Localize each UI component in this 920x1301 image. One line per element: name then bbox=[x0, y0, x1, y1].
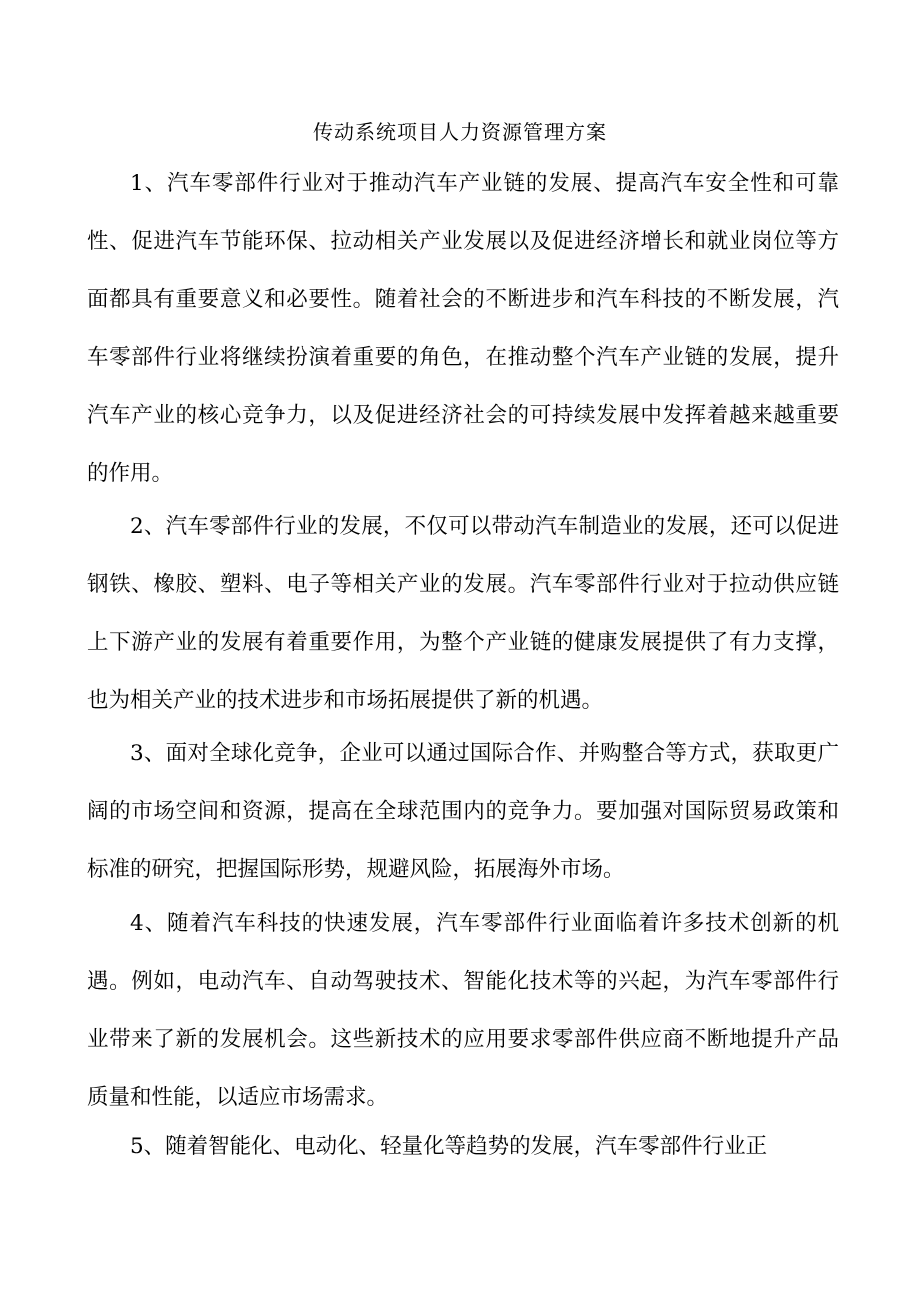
paragraph-3: 3、面对全球化竞争，企业可以通过国际合作、并购整合等方式，获取更广阔的市场空间和资源，提高在全球范围内的竞争力。要加强对国际贸易政策和标准的研究，把握国际形势，规避风险，拓展海外市场。 bbox=[87, 741, 839, 882]
paragraph-2: 2、汽车零部件行业的发展，不仅可以带动汽车制造业的发展，还可以促进钢铁、橡胶、塑料、电子等相关产业的发展。汽车零部件行业对于拉动供应链上下游产业的发展有着重要作用，为整个产业链的健康发展提供了有力支撑，也为相关产业的技术进步和市场拓展提供了新的机遇。 bbox=[87, 514, 839, 713]
paragraph-5: 5、随着智能化、电动化、轻量化等趋势的发展，汽车零部件行业正 bbox=[130, 1134, 768, 1159]
paragraph-1: 1、汽车零部件行业对于推动汽车产业链的发展、提高汽车安全性和可靠性、促进汽车节能环保、拉动相关产业发展以及促进经济增长和就业岗位等方面都具有重要意义和必要性。随着社会的不断进步和汽车科技的不断发展，汽车零部件行业将继续扮演着重要的角色，在推动整个汽车产业链的发展，提升汽车产业的核心竞争力，以及促进经济社会的可持续发展中发挥着越来越重要的作用。 bbox=[87, 171, 839, 486]
paragraph-4: 4、随着汽车科技的快速发展，汽车零部件行业面临着许多技术创新的机遇。例如，电动汽车、自动驾驶技术、智能化技术等的兴起，为汽车零部件行业带来了新的发展机会。这些新技术的应用要求零部件供应商不断地提升产品质量和性能，以适应市场需求。 bbox=[87, 911, 839, 1110]
document-title: 传动系统项目人力资源管理方案 bbox=[313, 120, 607, 144]
